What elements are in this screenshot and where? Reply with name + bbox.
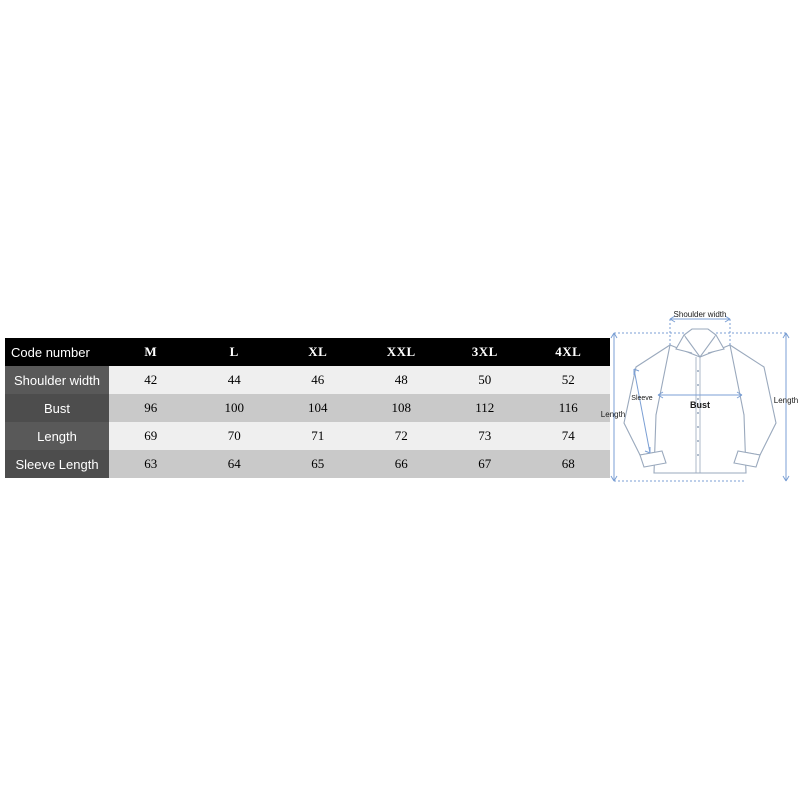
cell-bust-m: 96 xyxy=(109,394,193,422)
header-size-4xl: 4XL xyxy=(527,338,611,366)
cell-sleeve-3xl: 67 xyxy=(443,450,527,478)
header-size-xl: XL xyxy=(276,338,360,366)
cell-length-l: 70 xyxy=(193,422,277,450)
table-header-row xyxy=(5,338,610,366)
cell-shoulder-xl: 46 xyxy=(276,366,360,394)
label-shoulder-width: Shoulder width xyxy=(673,310,727,319)
cell-sleeve-xxl: 66 xyxy=(360,450,444,478)
table-row xyxy=(5,366,610,394)
header-size-l: L xyxy=(193,338,277,366)
garment-measurement-diagram xyxy=(600,305,800,495)
cell-length-4xl: 74 xyxy=(527,422,611,450)
row-label-sleeve-length: Sleeve Length xyxy=(5,450,109,478)
label-length-right: Length xyxy=(773,396,799,405)
table-row xyxy=(5,450,610,478)
table-row xyxy=(5,422,610,450)
cell-shoulder-l: 44 xyxy=(193,366,277,394)
cell-sleeve-l: 64 xyxy=(193,450,277,478)
size-chart-table xyxy=(5,338,610,478)
cell-bust-l: 100 xyxy=(193,394,277,422)
label-sleeve: Sleeve xyxy=(631,395,653,402)
cell-sleeve-xl: 65 xyxy=(276,450,360,478)
cell-length-m: 69 xyxy=(109,422,193,450)
cell-sleeve-4xl: 68 xyxy=(527,450,611,478)
row-label-bust: Bust xyxy=(5,394,109,422)
header-size-xxl: XXL xyxy=(360,338,444,366)
cell-shoulder-4xl: 52 xyxy=(527,366,611,394)
cell-length-xxl: 72 xyxy=(360,422,444,450)
table-row xyxy=(5,394,610,422)
header-size-m: M xyxy=(109,338,193,366)
size-chart-table-container xyxy=(5,338,610,478)
cell-shoulder-m: 42 xyxy=(109,366,193,394)
cell-shoulder-xxl: 48 xyxy=(360,366,444,394)
row-label-length: Length xyxy=(5,422,109,450)
row-label-shoulder-width: Shoulder width xyxy=(5,366,109,394)
cell-sleeve-m: 63 xyxy=(109,450,193,478)
cell-length-3xl: 73 xyxy=(443,422,527,450)
cell-bust-xxl: 108 xyxy=(360,394,444,422)
cell-bust-3xl: 112 xyxy=(443,394,527,422)
header-code-number: Code number xyxy=(5,338,109,366)
cell-bust-xl: 104 xyxy=(276,394,360,422)
cell-length-xl: 71 xyxy=(276,422,360,450)
label-length-left: Length xyxy=(600,410,626,419)
header-size-3xl: 3XL xyxy=(443,338,527,366)
cell-shoulder-3xl: 50 xyxy=(443,366,527,394)
label-bust: Bust xyxy=(690,400,710,410)
cell-bust-4xl: 116 xyxy=(527,394,611,422)
